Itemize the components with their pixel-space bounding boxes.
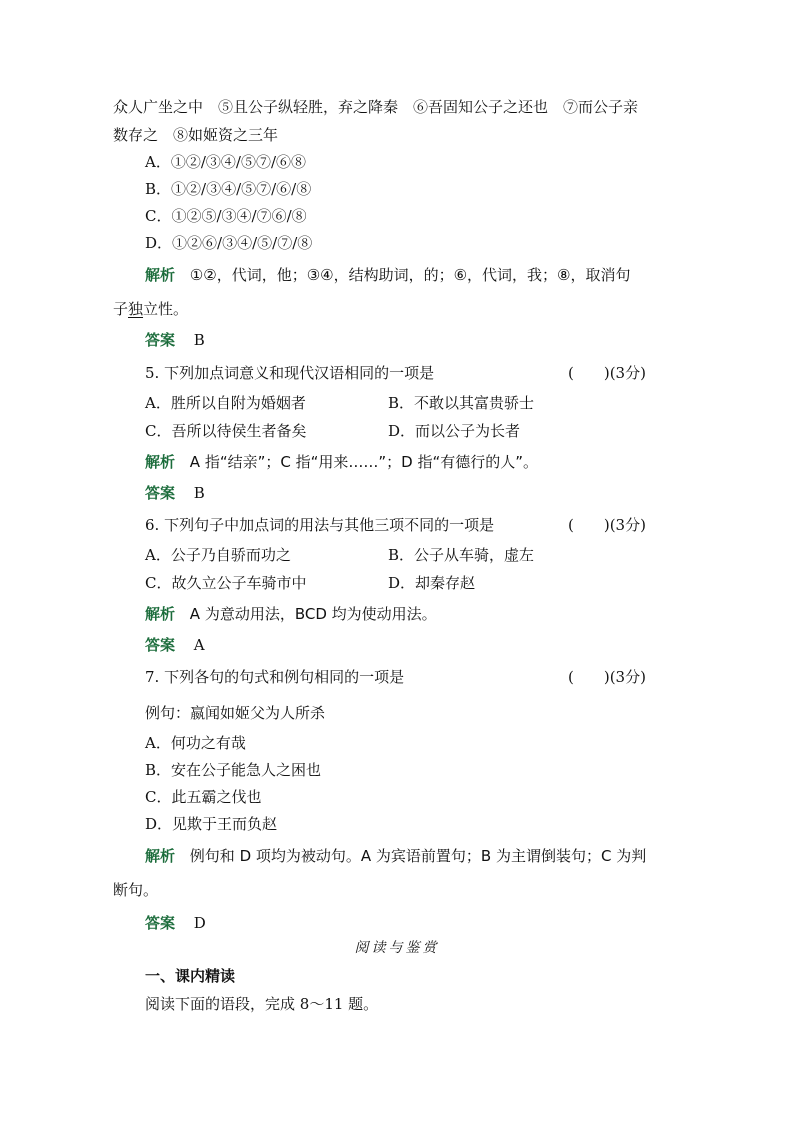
section-instruction: 阅读下面的语段，完成 8～11 题。 bbox=[145, 995, 379, 1013]
section-title: 阅读与鉴赏 bbox=[354, 940, 440, 956]
q6-score-mark: ( )(3分) bbox=[568, 516, 646, 534]
q6-analysis-text: A 为意动用法，BCD 均为使动用法。 bbox=[189, 605, 437, 623]
q4-analysis-line-1 bbox=[145, 265, 630, 285]
q5-analysis bbox=[145, 452, 538, 472]
q7-option-c: C．此五霸之伐也 bbox=[145, 788, 262, 806]
q4-option-c: C．①②⑤/③④/⑦⑥/⑧ bbox=[145, 207, 307, 225]
q7-analysis-line-1 bbox=[145, 846, 646, 866]
q7-score-mark: ( )(3分) bbox=[568, 668, 646, 686]
q6-option-d: D．却秦存赵 bbox=[388, 574, 476, 592]
q5-answer-line bbox=[145, 483, 205, 503]
answer-label: 答案 bbox=[145, 914, 176, 932]
answer-label: 答案 bbox=[145, 331, 176, 349]
q6-option-a: A．公子乃自骄而功之 bbox=[145, 546, 291, 564]
q5-analysis-text: A 指“结亲”；C 指“用来……”；D 指“有德行的人”。 bbox=[189, 453, 539, 471]
q4-analysis-text: ①②，代词，他；③④，结构助词，的；⑥，代词，我；⑧，取消句 bbox=[189, 266, 631, 284]
q6-option-c: C．故久立公子车骑市中 bbox=[145, 574, 307, 592]
answer-label: 答案 bbox=[145, 484, 176, 502]
analysis-label: 解析 bbox=[145, 605, 176, 623]
q5-option-d: D．而以公子为长者 bbox=[388, 422, 521, 440]
q5-answer: B bbox=[193, 484, 205, 502]
q7-stem: 7. 下列各句的句式和例句相同的一项是 bbox=[145, 668, 405, 686]
q7-analysis-line-2: 断句。 bbox=[113, 881, 159, 899]
q7-option-a: A．何功之有哉 bbox=[145, 734, 246, 752]
q6-option-b: B．公子从车骑，虚左 bbox=[388, 546, 535, 564]
analysis-label: 解析 bbox=[145, 266, 176, 284]
q4-option-b: B．①②/③④/⑤⑦/⑥/⑧ bbox=[145, 180, 312, 198]
q5-option-c: C．吾所以待侯生者备矣 bbox=[145, 422, 307, 440]
answer-label: 答案 bbox=[145, 636, 176, 654]
q4-analysis-underlined-char: 独 bbox=[128, 300, 144, 318]
q7-option-b: B．安在公子能急人之困也 bbox=[145, 761, 322, 779]
q4-analysis-line-2 bbox=[113, 299, 188, 319]
q6-analysis bbox=[145, 604, 437, 624]
q5-option-b: B．不敢以其富贵骄士 bbox=[388, 394, 535, 412]
q7-option-d: D．见欺于王而负赵 bbox=[145, 815, 278, 833]
q7-answer-line bbox=[145, 913, 206, 933]
q7-example: 例句：嬴闻如姬父为人所杀 bbox=[145, 704, 326, 722]
q4-option-d: D．①②⑥/③④/⑤/⑦/⑧ bbox=[145, 234, 313, 252]
intro-line-2: 数存之 ⑧如姬资之三年 bbox=[113, 126, 279, 144]
analysis-label: 解析 bbox=[145, 847, 176, 865]
q4-answer-line bbox=[145, 330, 205, 350]
q5-stem: 5. 下列加点词意义和现代汉语相同的一项是 bbox=[145, 364, 435, 382]
q4-analysis-pre: 子 bbox=[113, 300, 129, 318]
q6-stem: 6. 下列句子中加点词的用法与其他三项不同的一项是 bbox=[145, 516, 495, 534]
q6-answer: A bbox=[193, 636, 205, 654]
q4-analysis-post: 立性。 bbox=[143, 300, 189, 318]
q6-answer-line bbox=[145, 635, 205, 655]
q5-score-mark: ( )(3分) bbox=[568, 364, 646, 382]
intro-line-1: 众人广坐之中 ⑤且公子纵轻胜，弃之降秦 ⑥吾固知公子之还也 ⑦而公子亲 bbox=[113, 98, 639, 116]
section-subtitle: 一、课内精读 bbox=[145, 967, 236, 985]
analysis-label: 解析 bbox=[145, 453, 176, 471]
q4-answer: B bbox=[193, 331, 205, 349]
q4-option-a: A．①②/③④/⑤⑦/⑥⑧ bbox=[145, 153, 306, 171]
q7-analysis-text: 例句和 D 项均为被动句。A 为宾语前置句；B 为主谓倒装句；C 为判 bbox=[189, 847, 647, 865]
q5-option-a: A．胜所以自附为婚姻者 bbox=[145, 394, 306, 412]
q7-answer: D bbox=[193, 914, 206, 932]
